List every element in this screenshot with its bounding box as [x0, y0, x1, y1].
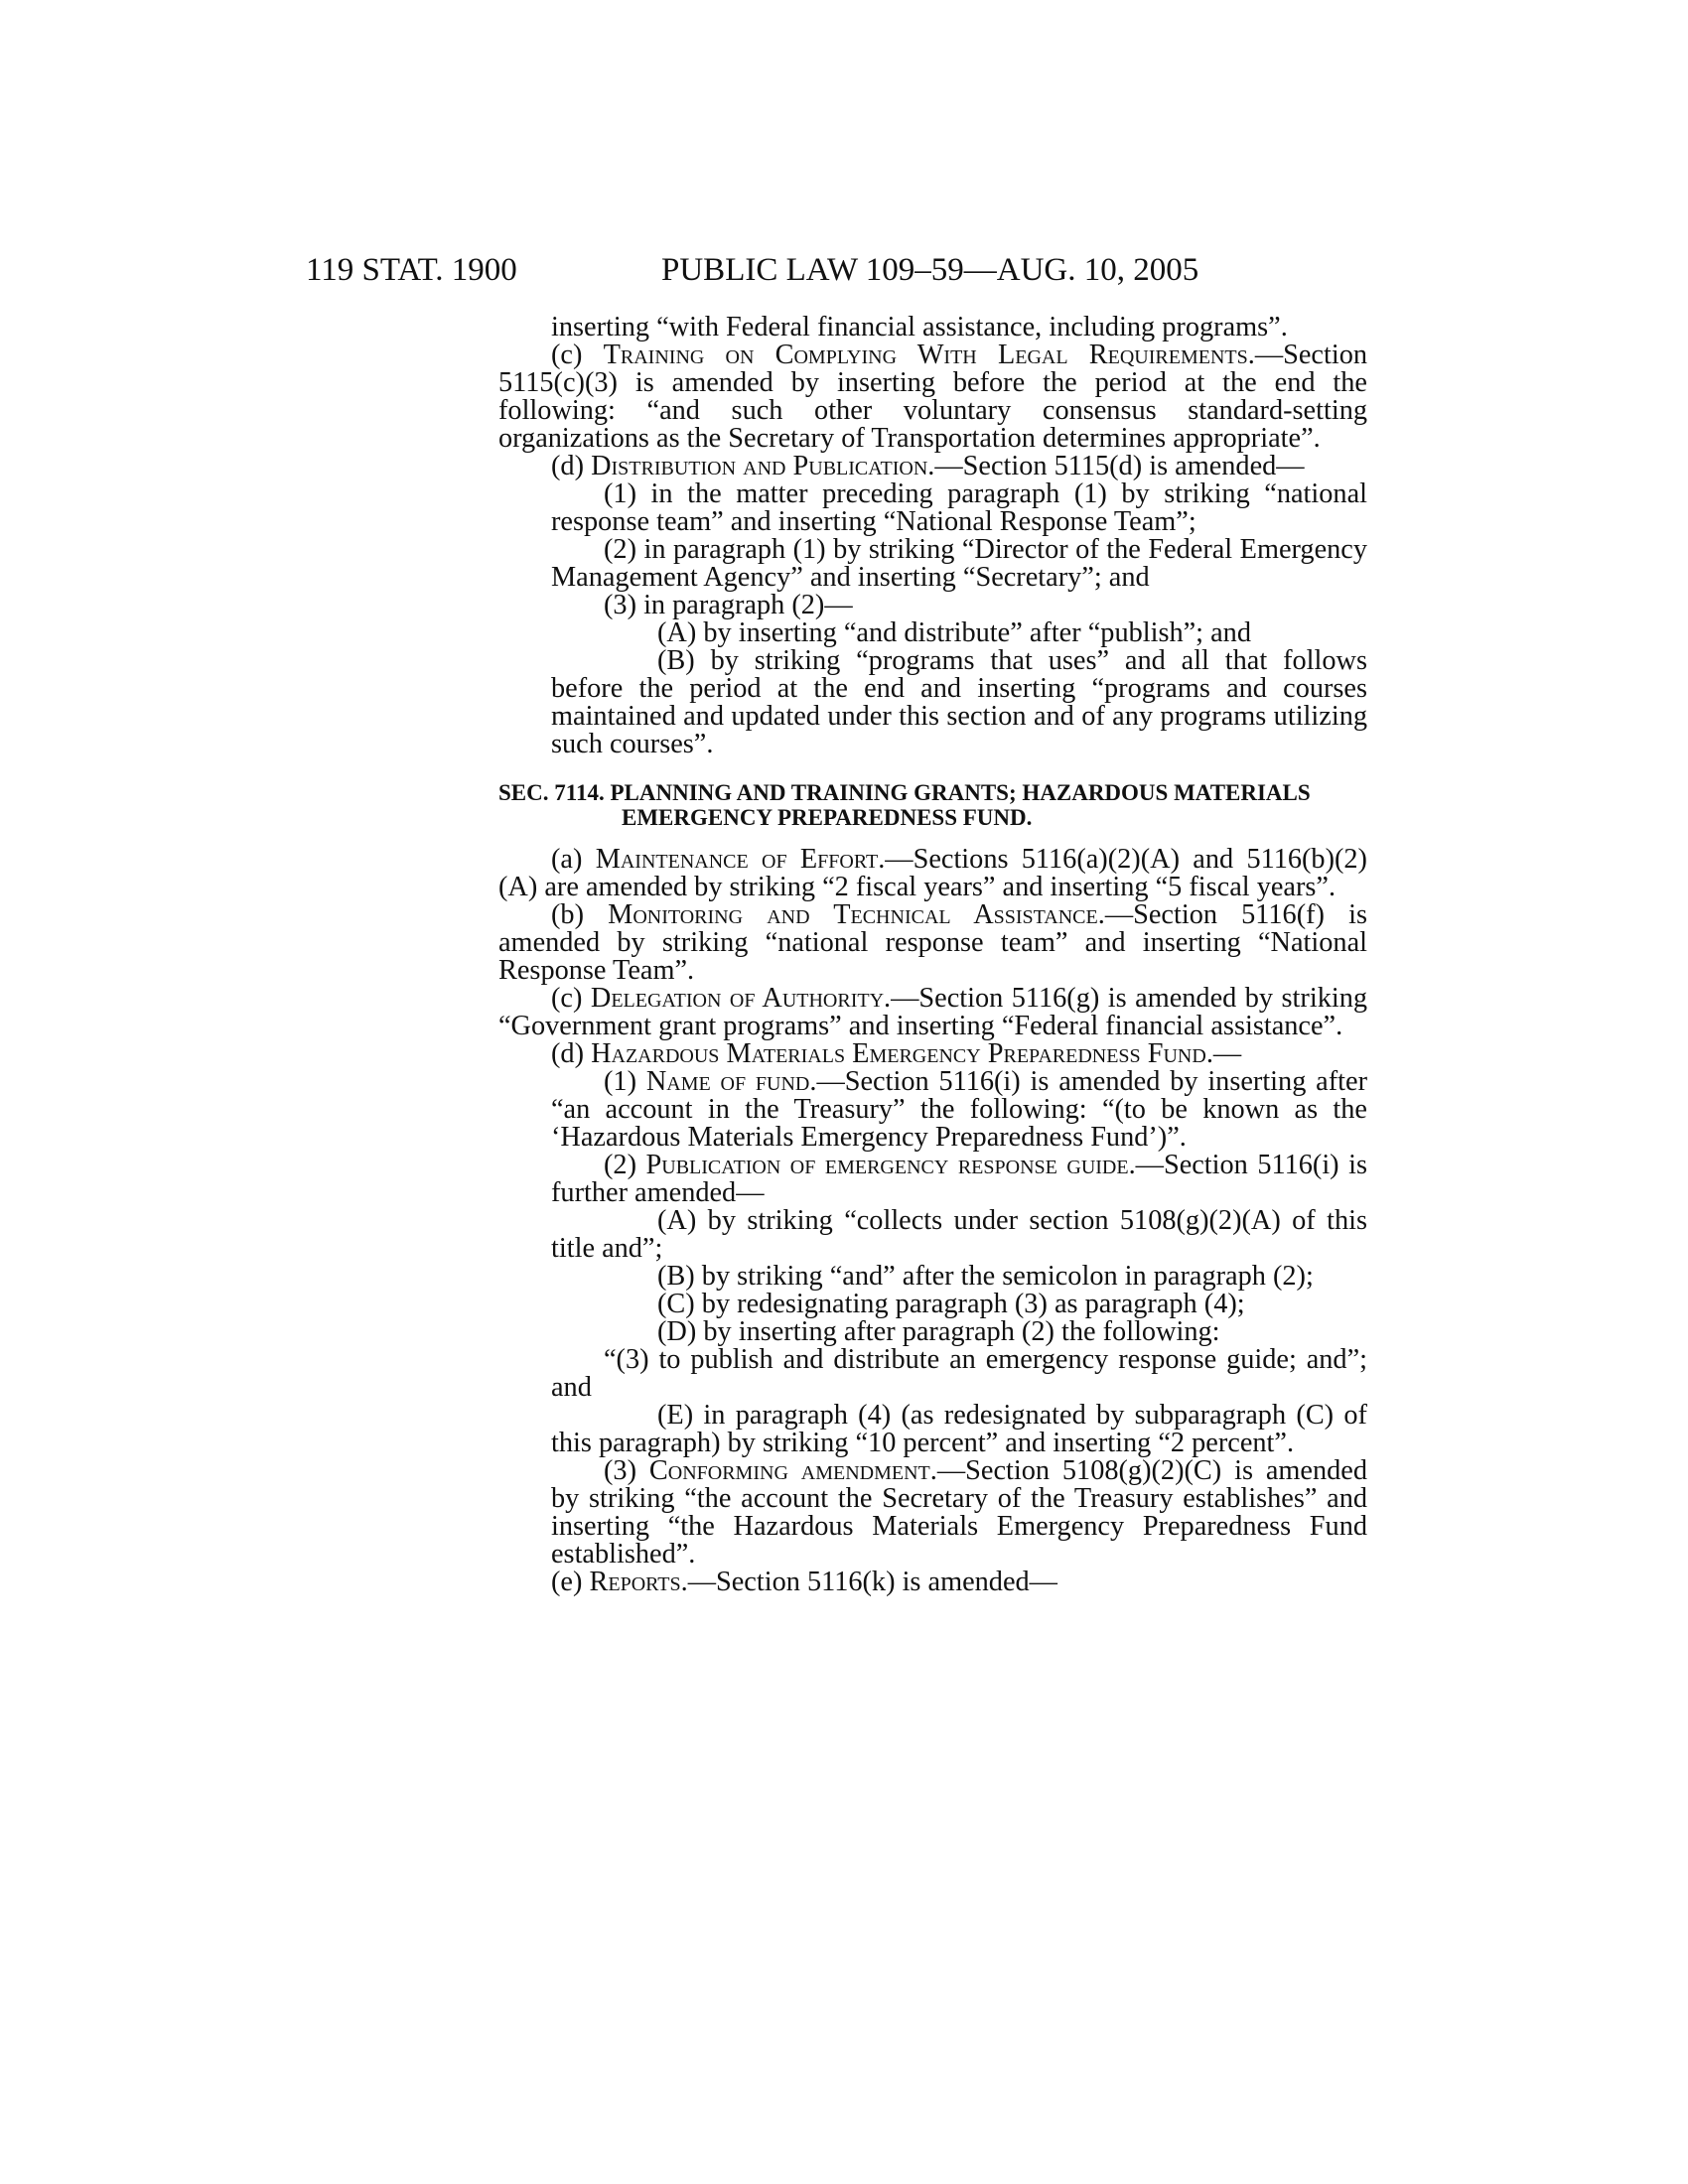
fund-paragraph-2: (2) Publication of emergency response guide.—Section 5116(i) is further amended—	[551, 1150, 1367, 1208]
fund-paragraph-1: (1) Name of fund.—Section 5116(i) is amended by inserting after “an account in the Treasury” the following: “(to be known as the ‘Hazardous Materials Emergency Preparedness Fund’)”.	[551, 1066, 1367, 1153]
paragraph-d-item-2: (2) in paragraph (1) by striking “Director of the Federal Emergency Management Agency” and inserting “Secretary”; and	[551, 534, 1367, 593]
page-reference: 119 STAT. 1900	[306, 252, 517, 288]
running-header-title: PUBLIC LAW 109–59—AUG. 10, 2005	[661, 252, 1199, 288]
fund-paragraph-2-item-e: (E) in paragraph (4) (as redesignated by subparagraph (C) of this paragraph) by striking “10 percent” and inserting “2 percent”.	[551, 1400, 1367, 1458]
paragraph-d: (d) Distribution and Publication.—Section 5115(d) is amended—	[551, 451, 1305, 481]
paragraph-d-heading: Distribution and Publication.	[591, 451, 935, 481]
section-paragraph-c-heading: Delegation of Authority.	[590, 983, 892, 1014]
paragraph-c: (c) Training on Complying With Legal Requirements.—Section 5115(c)(3) is amended by inserting before the period at the end the following: “and such other voluntary consensus standard-setting organizations as the Secretary of Transportation determines appropriate”.	[498, 340, 1367, 454]
fund-paragraph-3: (3) Conforming amendment.—Section 5108(g)(2)(C) is amended by striking “the account the Secretary of the Treasury establishes” and inserting “the Hazardous Materials Emergency Preparedness Fund established”.	[551, 1455, 1367, 1570]
section-paragraph-d: (d) Hazardous Materials Emergency Preparedness Fund.—	[551, 1038, 1242, 1069]
fund-paragraph-2-item-c: (C) by redesignating paragraph (3) as paragraph (4);	[657, 1289, 1245, 1319]
fund-paragraph-2-quoted-text: “(3) to publish and distribute an emergency response guide; and”; and	[551, 1344, 1367, 1403]
paragraph-d-subitem-a: (A) by inserting “and distribute” after “publish”; and	[657, 617, 1251, 648]
paragraph-d-item-1: (1) in the matter preceding paragraph (1) by striking “national response team” and inserting “National Response Team”;	[551, 478, 1367, 537]
paragraph-d-item-3: (3) in paragraph (2)—	[604, 590, 853, 620]
section-paragraph-a-heading: Maintenance of Effort.	[595, 844, 886, 875]
fund-paragraph-2-item-d: (D) by inserting after paragraph (2) the following:	[657, 1316, 1220, 1347]
section-paragraph-b-heading: Monitoring and Technical Assistance.	[608, 899, 1105, 930]
paragraph-a-continuation: inserting “with Federal financial assistance, including programs”.	[551, 312, 1288, 342]
section-paragraph-c: (c) Delegation of Authority.—Section 5116(g) is amended by striking “Government grant programs” and inserting “Federal financial assistance”.	[498, 983, 1368, 1041]
section-paragraph-a: (a) Maintenance of Effort.—Sections 5116(a)(2)(A) and 5116(b)(2)(A) are amended by striking “2 fiscal years” and inserting “5 fiscal years”.	[498, 844, 1367, 902]
fund-paragraph-2-item-b: (B) by striking “and” after the semicolon in paragraph (2);	[657, 1261, 1314, 1292]
fund-paragraph-1-heading: Name of fund.	[645, 1066, 817, 1097]
section-paragraph-d-heading: Hazardous Materials Emergency Preparedness Fund.	[591, 1038, 1213, 1069]
section-heading: SEC. 7114. PLANNING AND TRAINING GRANTS; HAZARDOUS MATERIALS EMERGENCY PREPAREDNESS FUND.	[498, 780, 1311, 830]
paragraph-d-subitem-b: (B) by striking “programs that uses” and all that follows before the period at the end and inserting “programs and courses maintained and updated under this section and of any programs utilizing such courses”.	[551, 645, 1367, 759]
fund-paragraph-2-heading: Publication of emergency response guide.	[645, 1150, 1136, 1180]
document-body	[498, 314, 1367, 1596]
paragraph-c-heading: Training on Complying With Legal Requirements.	[603, 340, 1255, 370]
section-paragraph-e-heading: Reports.	[589, 1567, 688, 1597]
fund-paragraph-2-item-a: (A) by striking “collects under section 5108(g)(2)(A) of this title and”;	[551, 1205, 1367, 1264]
section-paragraph-e: (e) Reports.—Section 5116(k) is amended—	[551, 1567, 1057, 1597]
fund-paragraph-3-heading: Conforming amendment.	[648, 1455, 937, 1486]
section-paragraph-b: (b) Monitoring and Technical Assistance.—Section 5116(f) is amended by striking “national response team” and inserting “National Response Team”.	[498, 899, 1368, 986]
